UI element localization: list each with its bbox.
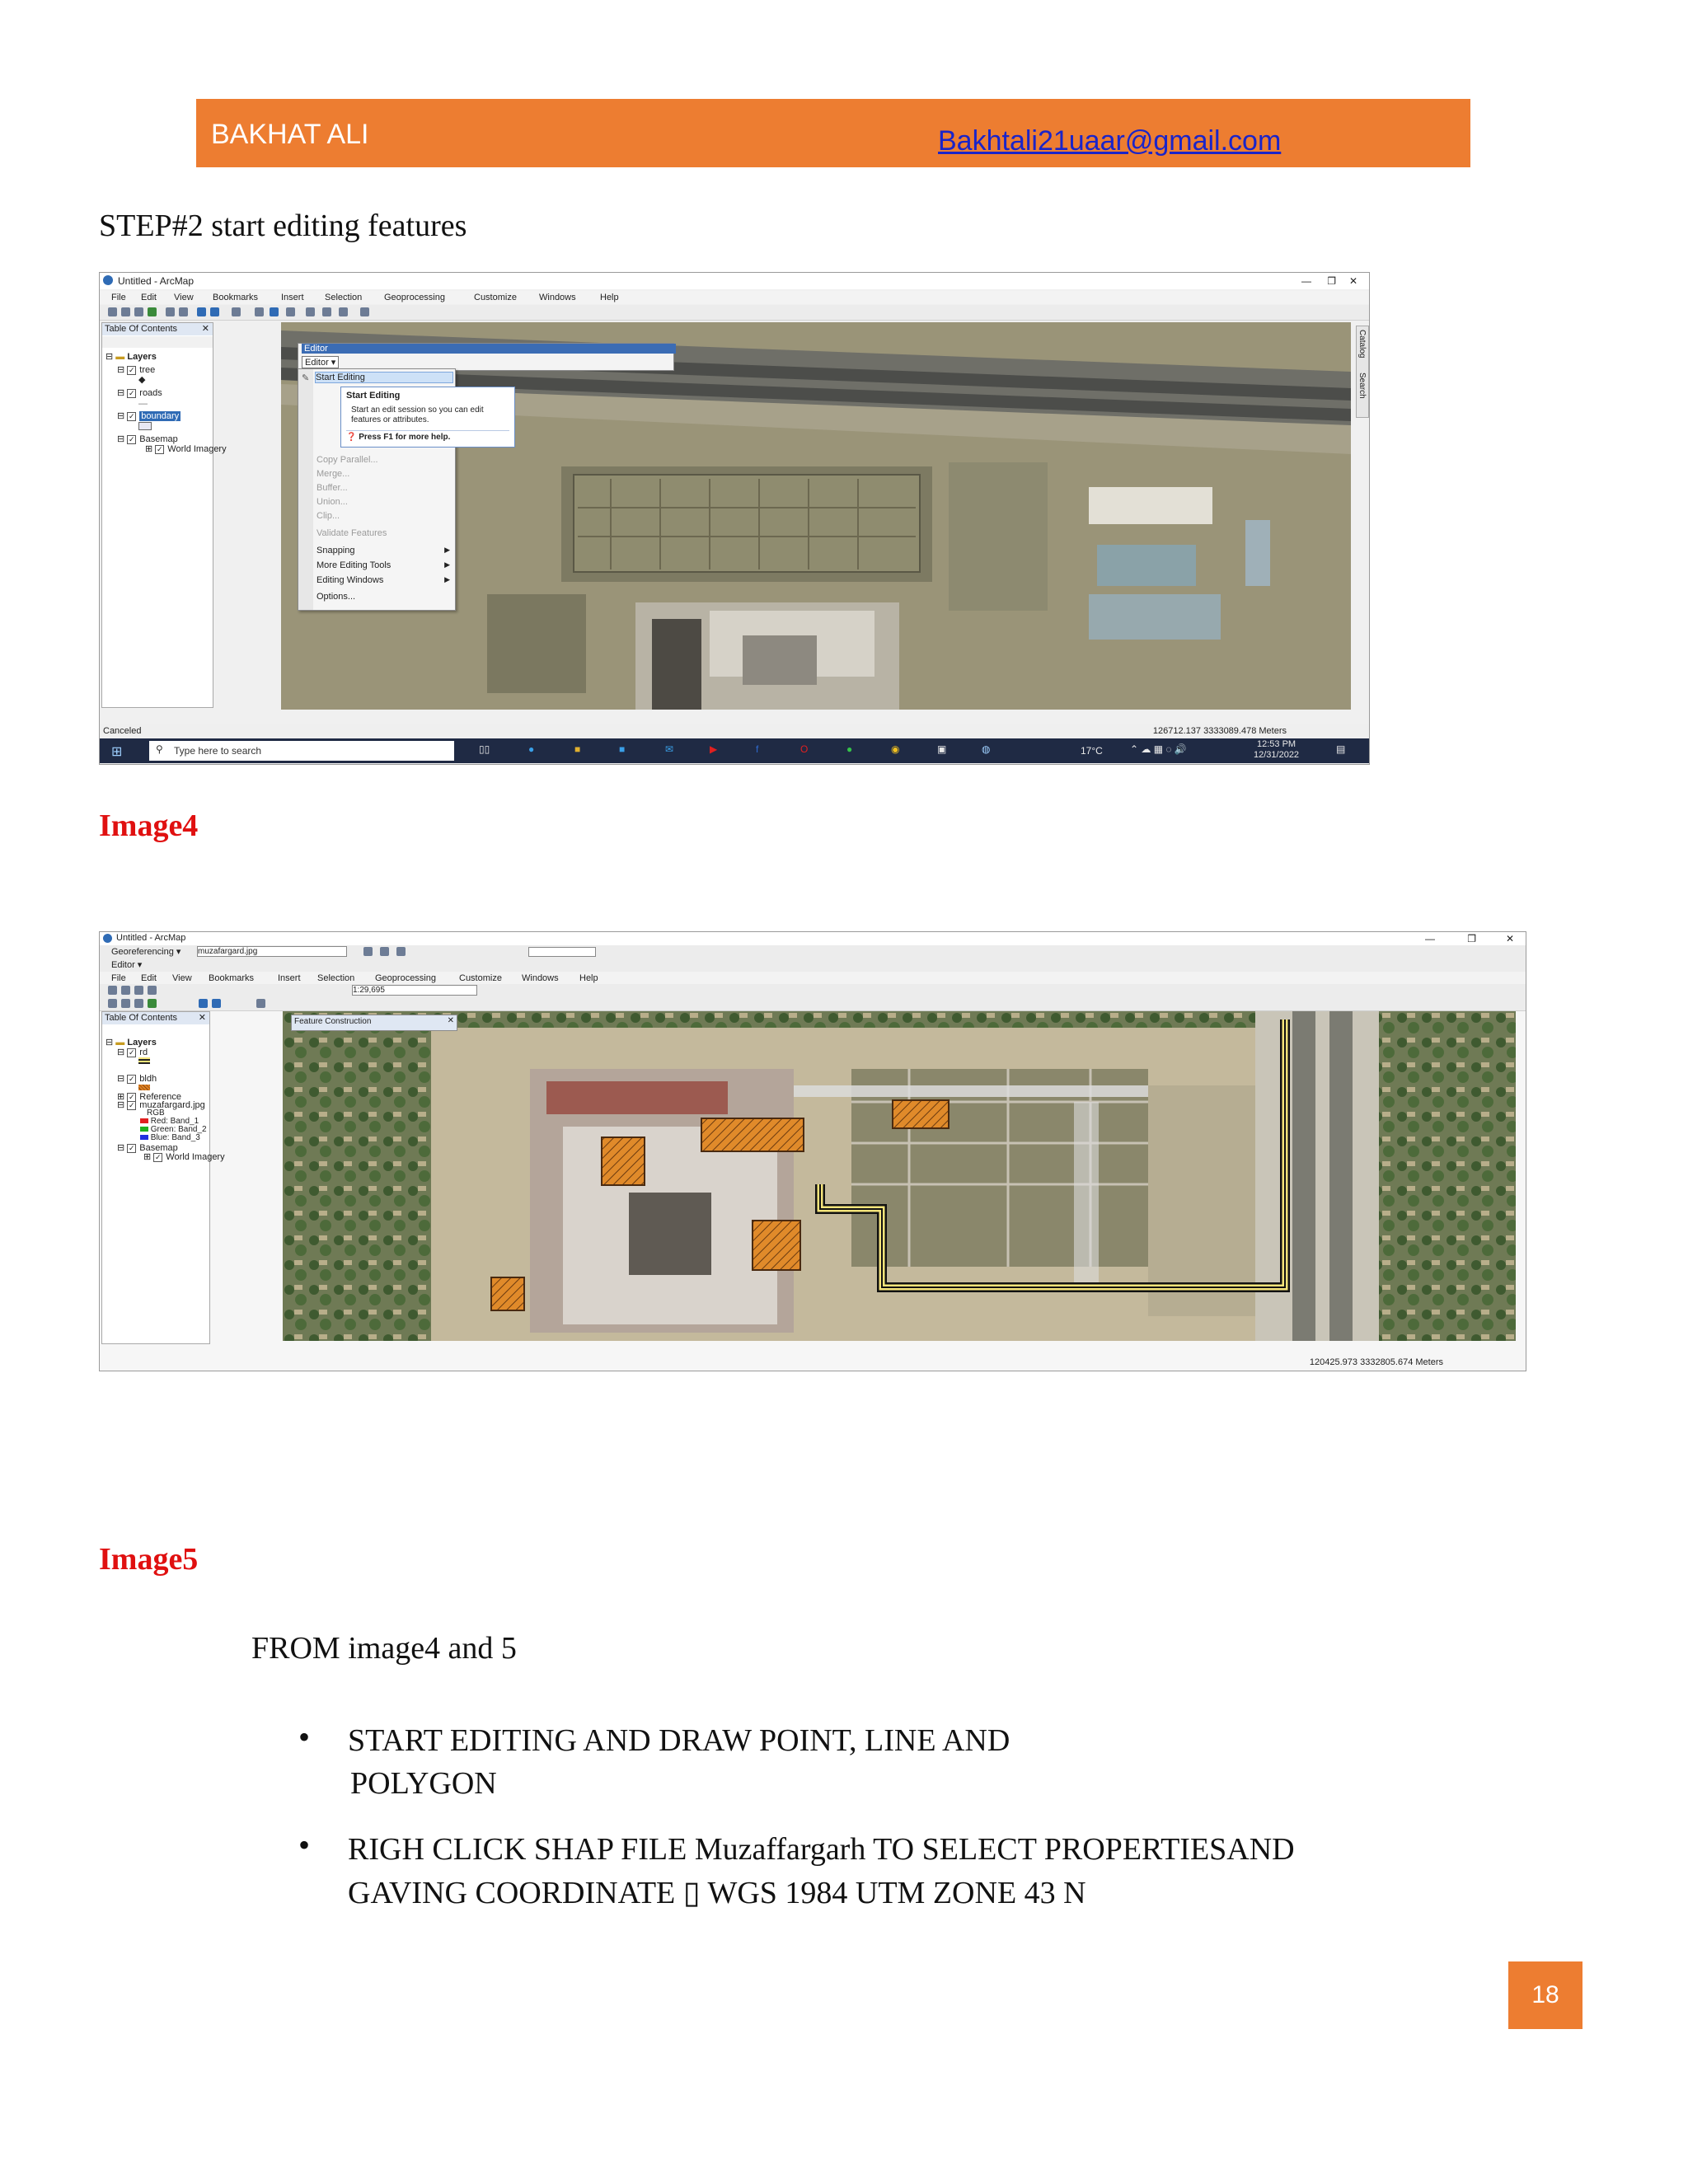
zoom-out-icon[interactable]: [121, 999, 130, 1008]
menu-bookmarks[interactable]: Bookmarks: [213, 293, 259, 302]
toc-layers-group[interactable]: ⊟ ▬ Layers: [106, 352, 157, 362]
bullet-icon: •: [298, 1718, 311, 1755]
tooltip-help: ❓ Press F1 for more help.: [346, 430, 509, 442]
toc-layer-roads[interactable]: ⊟ ✓ roads: [117, 388, 162, 398]
edge-icon[interactable]: ●: [528, 743, 535, 755]
image4-caption: Image4: [99, 808, 199, 843]
menu-geoprocessing[interactable]: Geoprocessing: [384, 293, 445, 302]
explorer-icon[interactable]: ■: [574, 743, 581, 755]
toc-close-icon[interactable]: ✕: [198, 1013, 206, 1023]
pencil-icon: ✎: [302, 373, 310, 383]
menu-insert[interactable]: Insert: [278, 973, 301, 983]
back-arrow-icon[interactable]: [197, 307, 206, 316]
toc-layers-group[interactable]: ⊟ ▬ Layers: [106, 1038, 157, 1047]
menu-selection[interactable]: Selection: [317, 973, 355, 983]
taskbar-search-box[interactable]: [149, 741, 454, 761]
bullet-2-line-1: RIGH CLICK SHAP FILE Muzaffargarh TO SELECT PROPERTIESAND: [348, 1832, 1295, 1867]
pan-icon[interactable]: [134, 999, 143, 1008]
menu-view[interactable]: View: [172, 973, 192, 983]
task-view-icon[interactable]: ▯▯: [479, 743, 490, 755]
chrome-icon[interactable]: ◉: [891, 743, 900, 755]
submenu-arrow-icon: ▶: [444, 560, 450, 569]
zoom-out-icon[interactable]: [121, 307, 130, 316]
image5-caption: Image5: [99, 1542, 199, 1577]
menu-edit[interactable]: Edit: [141, 973, 157, 983]
arcmap-taskbar-icon[interactable]: ◍: [982, 743, 991, 755]
toc-layer-muzafargard[interactable]: ⊟ ✓ muzafargard.jpg: [117, 1100, 205, 1110]
arcmap-logo-icon: [103, 275, 113, 285]
point-symbol-icon: ◆: [138, 375, 146, 385]
windows-start-icon[interactable]: ⊞: [111, 745, 123, 759]
restore-icon[interactable]: ❐: [1467, 933, 1476, 944]
bullet-icon: •: [298, 1826, 311, 1863]
toc-layer-world-imagery[interactable]: ⊞ ✓ World Imagery: [143, 1152, 225, 1162]
select-features-icon[interactable]: [232, 307, 241, 316]
minimize-icon[interactable]: —: [1425, 933, 1435, 944]
temperature: 17°C: [1081, 745, 1103, 757]
tray-icons[interactable]: ⌃ ☁ ▦ ◌ 🔊: [1130, 743, 1187, 755]
step-heading: STEP#2 start editing features: [99, 209, 467, 243]
menu-geoprocessing[interactable]: Geoprocessing: [375, 973, 436, 983]
whatsapp-icon[interactable]: ●: [846, 743, 853, 755]
status-bar: [100, 724, 1369, 738]
open-icon[interactable]: [121, 986, 130, 995]
toc-band-blue: Blue: Band_3: [140, 1133, 200, 1142]
toc-header: [102, 1012, 209, 1024]
right-dock-tabs: [1356, 326, 1369, 418]
toc-layer-basemap[interactable]: ⊟ ✓ Basemap: [117, 1143, 178, 1153]
menu-item-merge[interactable]: Merge...: [316, 469, 350, 479]
menu-selection[interactable]: Selection: [325, 293, 363, 302]
arcmap-screenshot-2: [99, 931, 1526, 1371]
feature-construction-panel: [291, 1015, 457, 1031]
zoom-in-icon[interactable]: [108, 999, 117, 1008]
forward-arrow-icon[interactable]: [212, 999, 221, 1008]
windows-taskbar: [100, 738, 1369, 763]
facebook-icon[interactable]: f: [756, 743, 759, 755]
table-of-contents: [101, 1011, 225, 1344]
back-arrow-icon[interactable]: [199, 999, 208, 1008]
toc-header: [102, 323, 213, 335]
tooltip-title: Start Editing: [346, 391, 401, 401]
editor-dropdown-button[interactable]: Editor ▾: [302, 356, 339, 368]
catalog-tab[interactable]: Catalog: [1357, 330, 1367, 359]
mail-icon[interactable]: ✉: [665, 743, 674, 755]
status-bar: [100, 1356, 1526, 1369]
toc-layer-world-imagery[interactable]: ⊞ ✓ World Imagery: [145, 444, 227, 454]
measure-icon[interactable]: [286, 307, 295, 316]
menu-customize[interactable]: Customize: [474, 293, 517, 302]
find-icon[interactable]: [306, 307, 315, 316]
checkbox-icon[interactable]: ✓: [129, 1047, 135, 1057]
menu-bar: [100, 972, 1526, 984]
close-icon[interactable]: ✕: [1505, 933, 1514, 944]
author-name: BAKHAT ALI: [211, 119, 369, 150]
status-text: Canceled: [103, 726, 142, 736]
checkbox-icon[interactable]: ✓: [129, 434, 135, 443]
checkbox-icon[interactable]: ✓: [129, 411, 135, 420]
save-icon[interactable]: [134, 986, 143, 995]
start-editing-tooltip: [340, 387, 515, 448]
toc-toolbar: [102, 336, 213, 348]
app-icon[interactable]: ▣: [937, 743, 947, 755]
author-email-link[interactable]: Bakhtali21uaar@gmail.com: [938, 125, 1282, 157]
binoculars-icon[interactable]: [322, 307, 331, 316]
search-icon: ⚲: [156, 743, 163, 755]
map-scale-select[interactable]: 1:29,695: [352, 985, 477, 996]
pan-icon[interactable]: [134, 307, 143, 316]
tools-toolbar: [100, 997, 1526, 1011]
standard-toolbar: [100, 984, 1526, 998]
toc-band-red: Red: Band_1: [140, 1117, 199, 1126]
editor-toolbar-panel: [298, 343, 674, 371]
toc-layer-rd[interactable]: ⊟ ✓ rd: [117, 1047, 148, 1057]
menu-file[interactable]: File: [111, 973, 126, 983]
toc-layer-basemap[interactable]: ⊟ ✓ Basemap: [117, 434, 178, 444]
editor-toolbar: [100, 958, 1526, 972]
polygon-symbol-icon: [138, 422, 152, 433]
restore-icon[interactable]: ❐: [1327, 275, 1336, 287]
checkbox-icon[interactable]: ✓: [129, 365, 135, 374]
arcmap-logo-icon: [103, 934, 112, 943]
submenu-arrow-icon: ▶: [444, 546, 450, 554]
window-title: Untitled - ArcMap: [118, 275, 195, 287]
clock[interactable]: [1254, 739, 1299, 761]
editor-dropdown-button[interactable]: Editor ▾: [111, 960, 143, 970]
help-icon: ❓: [346, 433, 357, 442]
notification-icon[interactable]: ▤: [1336, 743, 1346, 755]
main-toolbar: [100, 305, 1369, 321]
menu-item-validate-features[interactable]: Validate Features: [316, 528, 387, 538]
intro-text: FROM image4 and 5: [251, 1631, 517, 1666]
menu-help[interactable]: Help: [600, 293, 619, 302]
identify-icon[interactable]: [256, 999, 265, 1008]
minimize-icon[interactable]: —: [1301, 275, 1311, 287]
feature-construction-title: Feature Construction: [294, 1017, 372, 1026]
menu-windows[interactable]: Windows: [539, 293, 576, 302]
fixed-zoom-out-icon[interactable]: [179, 307, 188, 316]
menu-item-copy-parallel[interactable]: Copy Parallel...: [316, 455, 378, 465]
menu-item-union[interactable]: Union...: [316, 497, 348, 507]
checkbox-icon[interactable]: ✓: [129, 1100, 135, 1109]
satellite-imagery: [283, 1011, 1516, 1341]
checkbox-icon[interactable]: ✓: [157, 444, 163, 453]
page-number: 18: [1508, 1961, 1582, 2029]
map-coordinates: 126712.137 3333089.478 Meters: [1152, 726, 1287, 736]
menu-file[interactable]: File: [111, 293, 126, 302]
menu-customize[interactable]: Customize: [459, 973, 502, 983]
checkbox-icon[interactable]: ✓: [129, 1092, 135, 1101]
menu-item-buffer[interactable]: Buffer...: [316, 483, 348, 493]
youtube-icon[interactable]: ▶: [710, 743, 718, 755]
time-slider-icon[interactable]: [339, 307, 348, 316]
menu-view[interactable]: View: [174, 293, 194, 302]
menu-item-clip[interactable]: Clip...: [316, 511, 340, 521]
bullet-1-line-2: POLYGON: [350, 1766, 497, 1801]
view-link-table-icon[interactable]: [380, 947, 389, 956]
toc-band-green: Green: Band_2: [140, 1125, 207, 1134]
toc-layer-tree[interactable]: ⊟ ✓ tree: [117, 365, 156, 375]
panel-close-icon[interactable]: ✕: [447, 1016, 454, 1025]
forward-arrow-icon[interactable]: [210, 307, 219, 316]
close-icon[interactable]: ✕: [1348, 275, 1357, 287]
toc-title: Table Of Contents: [105, 324, 178, 334]
menu-item-snapping[interactable]: Snapping: [316, 546, 355, 555]
menu-item-start-editing[interactable]: Start Editing: [315, 372, 453, 383]
submenu-arrow-icon: ▶: [444, 575, 450, 583]
bullet-2-line-2: GAVING COORDINATE ▯ WGS 1984 UTM ZONE 43 N: [348, 1876, 1086, 1910]
tooltip-body: Start an edit session so you can edit features or attributes.: [351, 405, 484, 424]
menu-item-more-editing-tools[interactable]: More Editing Tools: [316, 560, 392, 570]
clock-date: 12/31/2022: [1254, 750, 1300, 760]
html-popup-icon[interactable]: [360, 307, 369, 316]
georeferencing-toolbar: [100, 945, 1526, 959]
map-coordinates: 120425.973 3332805.674 Meters: [1309, 1357, 1443, 1367]
menu-item-options[interactable]: Options...: [316, 592, 356, 602]
clock-time: 12:53 PM: [1256, 739, 1296, 749]
bullet-1-line-1: START EDITING AND DRAW POINT, LINE AND: [348, 1723, 1010, 1758]
toc-layer-bldh[interactable]: ⊟ ✓ bldh: [117, 1074, 157, 1084]
toc-layer-boundary[interactable]: ⊟ ✓ boundary: [117, 411, 180, 421]
menu-insert[interactable]: Insert: [281, 293, 304, 302]
line-symbol-icon: [138, 1057, 150, 1066]
toc-close-icon[interactable]: ✕: [201, 324, 209, 334]
window-title: Untitled - ArcMap: [116, 933, 186, 943]
editor-panel-title: Editor: [302, 344, 676, 354]
toc-rgb-label: RGB: [147, 1108, 165, 1118]
header-band: [196, 99, 1470, 167]
pointer-icon[interactable]: [255, 307, 264, 316]
arcmap-screenshot-1: [99, 272, 1370, 765]
search-tab[interactable]: Search: [1357, 373, 1367, 399]
window-titlebar: [100, 273, 1369, 289]
menu-windows[interactable]: Windows: [522, 973, 559, 983]
map-view[interactable]: [283, 1011, 1516, 1341]
checkbox-icon[interactable]: ✓: [155, 1152, 162, 1161]
add-control-points-icon[interactable]: [363, 947, 373, 956]
window-titlebar: [100, 932, 1526, 945]
table-of-contents: [101, 322, 227, 708]
menu-bookmarks[interactable]: Bookmarks: [209, 973, 255, 983]
toc-layer-reference[interactable]: ⊞ ✓ Reference: [117, 1092, 182, 1102]
store-icon[interactable]: ■: [619, 743, 626, 755]
checkbox-icon[interactable]: ✓: [129, 388, 135, 397]
checkbox-icon[interactable]: ✓: [129, 1074, 135, 1083]
line-symbol-icon: —: [138, 399, 148, 409]
full-extent-icon[interactable]: [148, 307, 157, 316]
identify-icon[interactable]: [270, 307, 279, 316]
rotate-input[interactable]: [528, 947, 596, 957]
full-extent-icon[interactable]: [148, 999, 157, 1008]
zoom-in-icon[interactable]: [108, 307, 117, 316]
toc-title: Table Of Contents: [105, 1013, 178, 1023]
print-icon[interactable]: [148, 986, 157, 995]
menu-bar: [100, 291, 1369, 304]
georeferencing-layer-select[interactable]: muzafargard.jpg: [197, 946, 347, 957]
rotate-icon[interactable]: [396, 947, 406, 956]
taskbar-search-placeholder: Type here to search: [174, 745, 262, 757]
new-document-icon[interactable]: [108, 986, 117, 995]
georeferencing-menu[interactable]: Georeferencing ▾: [111, 947, 181, 957]
menu-item-editing-windows[interactable]: Editing Windows: [316, 575, 384, 585]
checkbox-icon[interactable]: ✓: [129, 1143, 135, 1152]
menu-help[interactable]: Help: [579, 973, 598, 983]
menu-edit[interactable]: Edit: [141, 293, 157, 302]
opera-icon[interactable]: O: [800, 743, 809, 755]
fixed-zoom-in-icon[interactable]: [166, 307, 175, 316]
